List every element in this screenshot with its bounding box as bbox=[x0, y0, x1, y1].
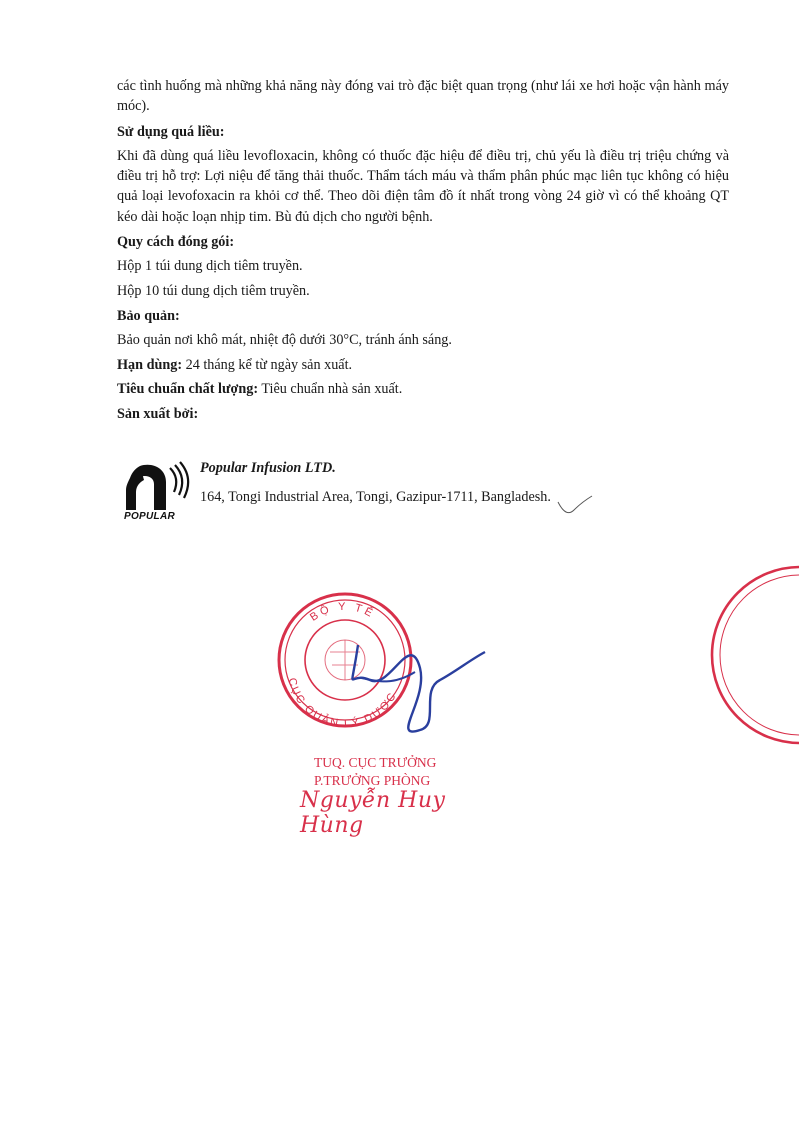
official-stamp bbox=[270, 590, 510, 840]
packaging-item: Hộp 1 túi dung dịch tiêm truyền. bbox=[117, 258, 303, 275]
svg-text:CỤC QUẢN LÝ DƯỢC bbox=[286, 677, 400, 730]
company-name: Popular Infusion LTD. bbox=[200, 460, 336, 476]
expiry-label: Hạn dùng: bbox=[117, 356, 183, 373]
overdose-paragraph: Khi đã dùng quá liều levofloxacin, không có thuốc đặc hiệu để điều trị, chủ yếu là điều trị triệu chứng và điều trị hỗ trợ: Lợi niệu để tăng thải thuốc. Thẩm tách máu và thẩm phân phúc mạc liên tục không có hiệu quả loại levofoxacin ra khỏi cơ thể. Theo dõi điện tâm đồ ít nhất trong vòng 24 giờ vì có thể khoảng QT kéo dài hoặc loạn nhịp tim. Bù đủ dịch cho người bệnh. bbox=[117, 147, 729, 225]
expiry-value: 24 tháng kể từ ngày sản xuất. bbox=[182, 356, 353, 373]
ministry-seal-icon bbox=[270, 590, 510, 750]
stamp-caption bbox=[314, 754, 514, 790]
seal-ring-bottom: CỤC QUẢN LÝ DƯỢC bbox=[285, 676, 400, 731]
packaging-item: Hộp 10 túi dung dịch tiêm truyền. bbox=[117, 282, 310, 299]
storage-heading: Bảo quản: bbox=[117, 307, 180, 324]
initials-mark-icon bbox=[556, 492, 596, 522]
packaging-heading: Quy cách đóng gói: bbox=[117, 234, 235, 251]
manufacturer-block bbox=[118, 456, 638, 526]
signer-name: Nguyễn Huy Hùng bbox=[300, 788, 446, 838]
company-seal-icon bbox=[700, 545, 799, 775]
expiry-line bbox=[117, 355, 729, 375]
logo-wordmark: POPULAR bbox=[124, 511, 175, 522]
document-body bbox=[117, 76, 729, 424]
quality-value: Tiêu chuẩn nhà sản xuất. bbox=[258, 380, 403, 397]
intro-paragraph: các tình huống mà những khả năng này đóng vai trò đặc biệt quan trọng (như lái xe hơi hoặc vận hành máy móc). bbox=[117, 78, 729, 115]
quality-label: Tiêu chuẩn chất lượng: bbox=[117, 380, 259, 397]
seal-ring-top: BỘ Y TẾ bbox=[307, 600, 378, 624]
manufacturer-heading: Sản xuất bởi: bbox=[117, 406, 199, 423]
company-address: 164, Tongi Industrial Area, Tongi, Gazipur-1711, Bangladesh. bbox=[200, 489, 551, 505]
quality-line bbox=[117, 379, 729, 399]
stamp-caption-line: TUQ. CỤC TRƯỞNG bbox=[314, 755, 437, 770]
overdose-heading: Sử dụng quá liều: bbox=[117, 123, 225, 140]
storage-paragraph: Bảo quản nơi khô mát, nhiệt độ dưới 30°C, tránh ánh sáng. bbox=[117, 332, 452, 349]
stamp-caption-line: P.TRƯỞNG PHÒNG bbox=[314, 773, 431, 788]
